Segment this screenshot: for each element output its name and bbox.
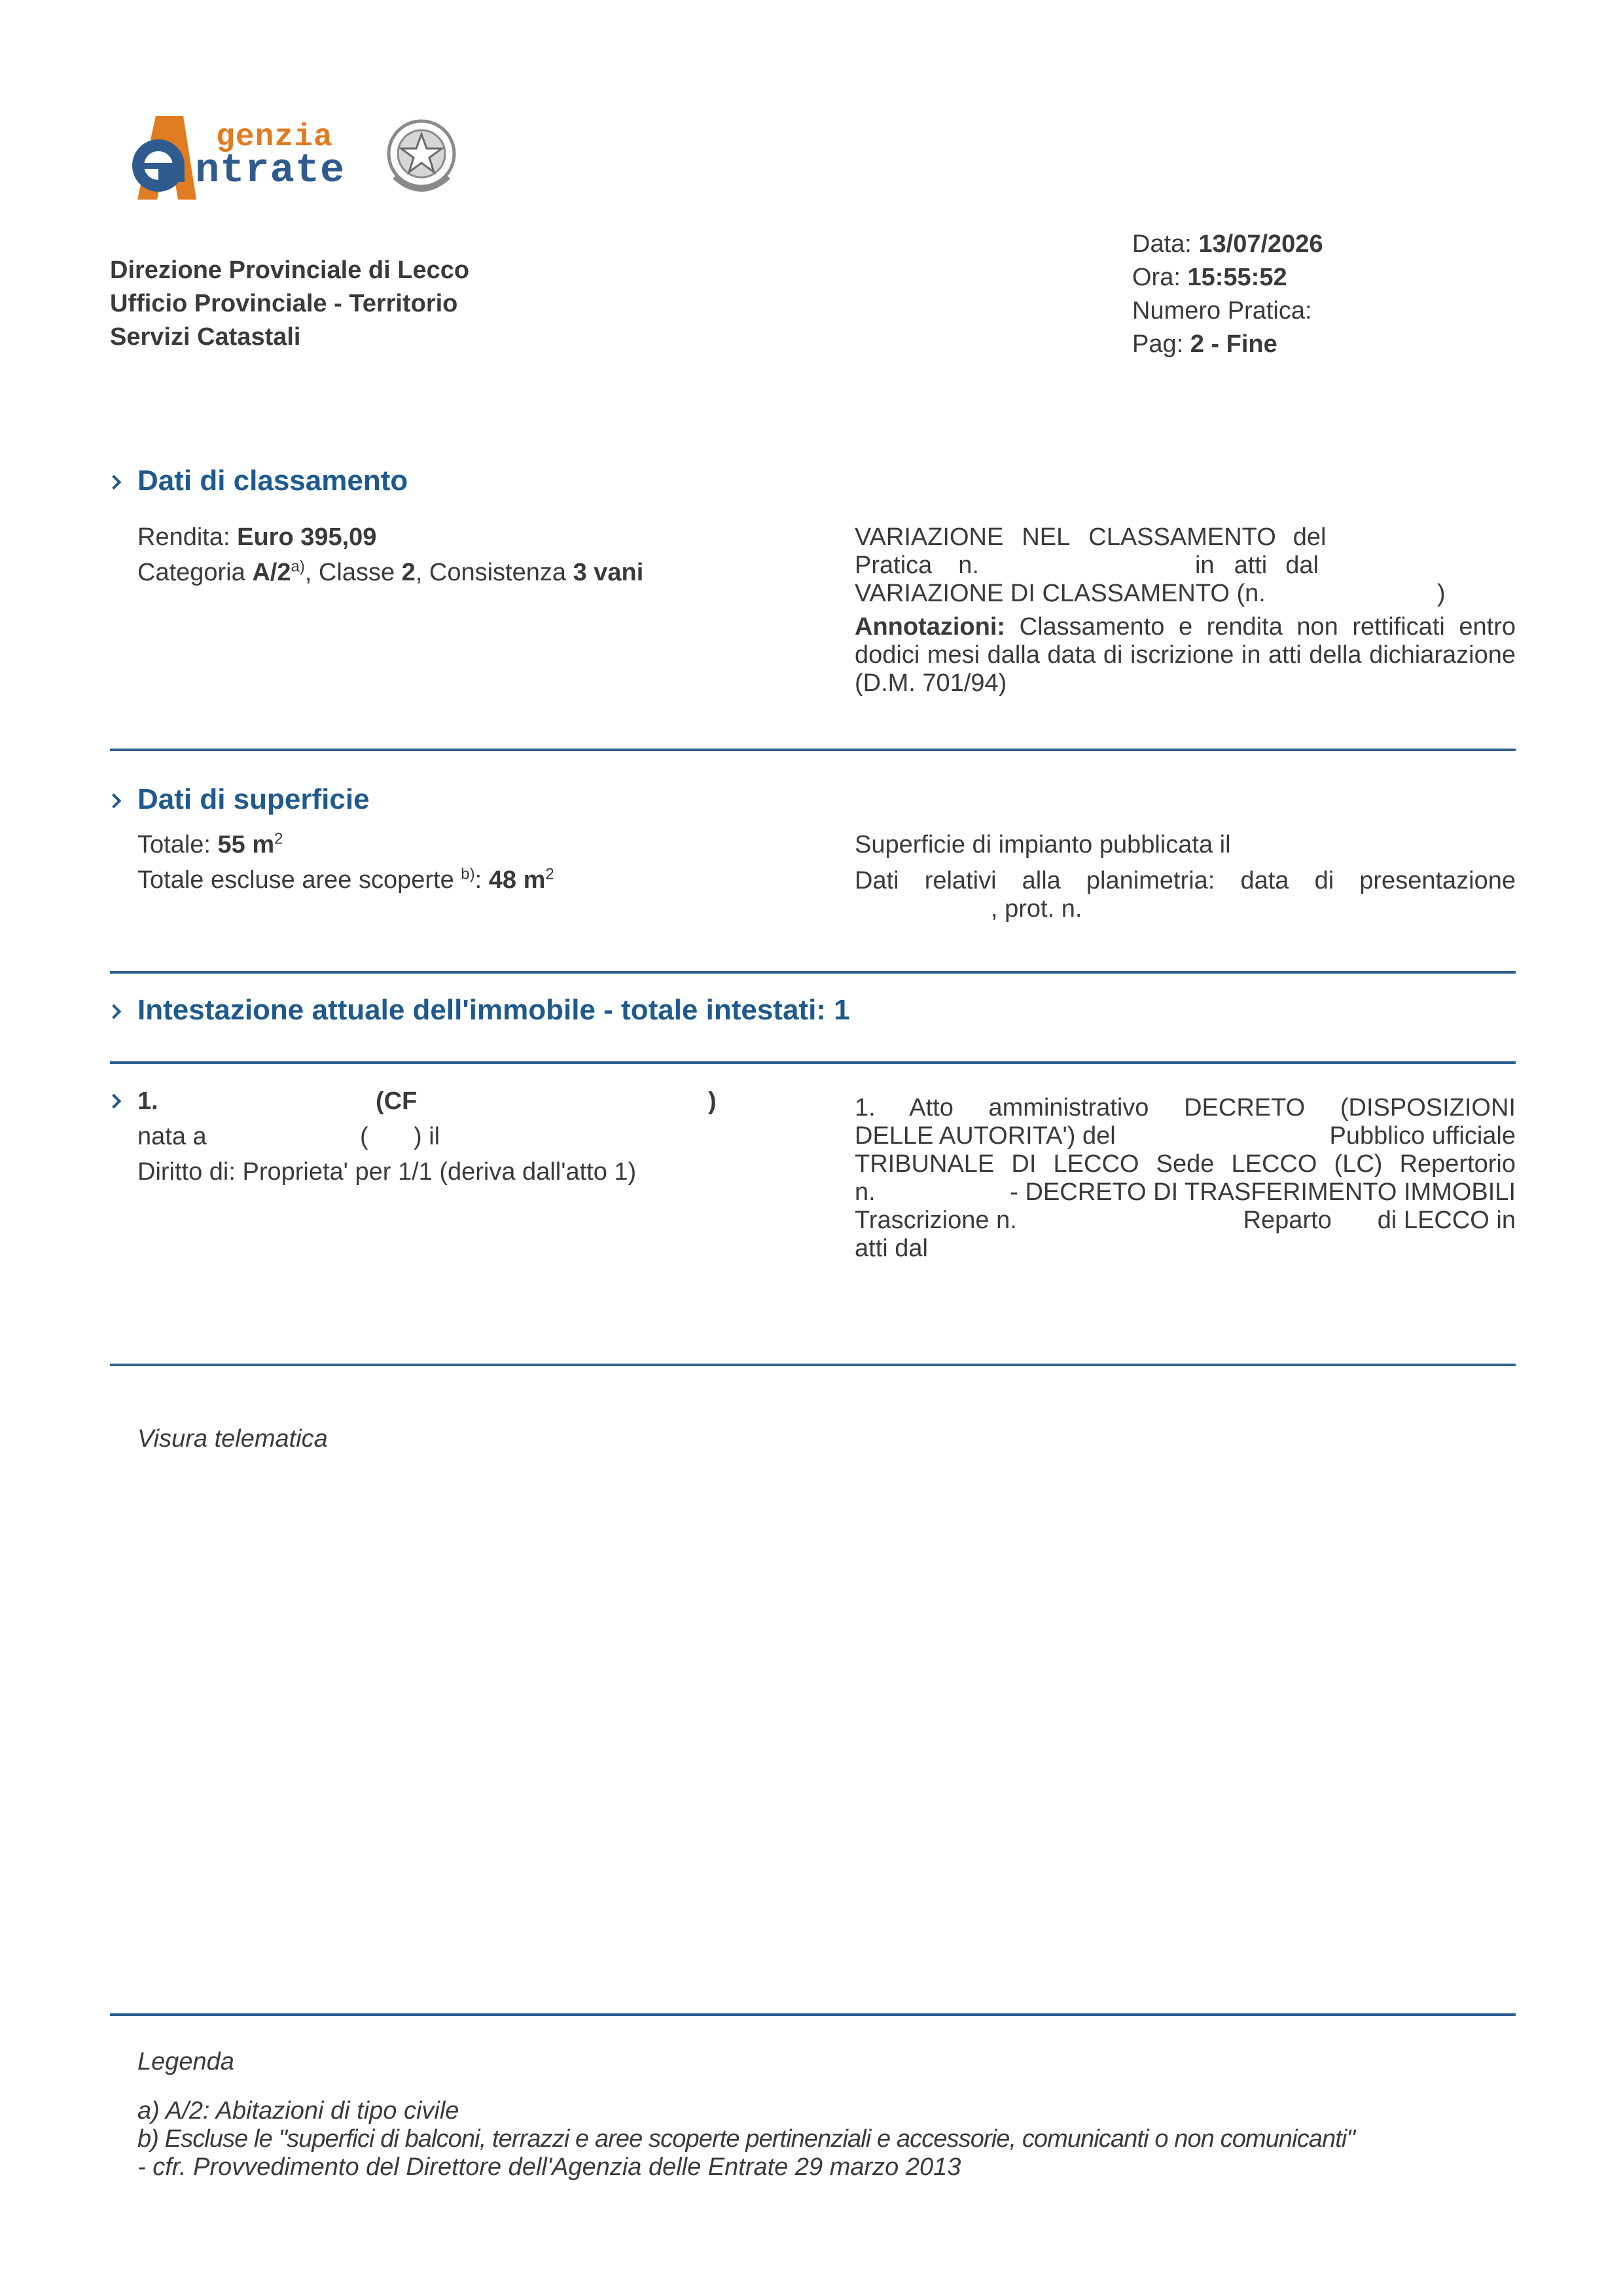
chevron-right-icon [107,1094,122,1109]
pag-row: Pag: 2 - Fine [1132,330,1277,358]
impianto-line: Superficie di impianto pubblicata il [855,831,1231,858]
logo-top-word: genzia [216,120,333,155]
variazione-line-3: VARIAZIONE DI CLASSAMENTO (n. ) [855,580,1446,607]
visura-label: Visura telematica [137,1425,328,1453]
section-divider [110,2013,1516,2016]
totale-line: Totale: 55 $m^2$ [137,830,283,858]
annotazioni-paragraph [855,613,1516,698]
italian-republic-emblem-icon [385,117,458,197]
section-title-intestazione: Intestazione attuale dell'immobile - totale intestati: 1 [137,994,850,1026]
section-divider [110,749,1516,751]
nata-a-label: nata a [137,1123,207,1150]
variazione-line-2: Pratica n. in atti dal [855,552,1319,579]
atto-line-2: DELLE AUTORITA') del Pubblico ufficiale [855,1122,1516,1150]
legenda-title: Legenda [137,2048,234,2075]
planimetria-block [855,867,1516,923]
planimetria-line: Dati relativi alla planimetria: data di presentazione [855,867,1516,894]
categoria-line: Categoria A/2$^{a)}$, Classe 2, Consistenza 3 vani [137,557,644,586]
pag-value: 2 - Fine [1190,330,1277,358]
consistenza-value: 3 vani [573,559,644,586]
office-line-3: Servizi Catastali [110,323,301,351]
numero-pratica-row: Numero Pratica: [1132,297,1312,325]
atto-line-3: TRIBUNALE DI LECCO Sede LECCO (LC) Repertorio [855,1150,1516,1178]
legenda-item-b: b) Escluse le "superfici di balconi, terrazzi e aree scoperte pertinenziali e accessorie, comunicanti o non comunicanti" [137,2125,1355,2153]
office-line-2: Ufficio Provinciale - Territorio [110,290,458,317]
atto-line-6: atti dal [855,1235,928,1262]
prot-line: , prot. n. [991,895,1082,923]
annotazioni-text: Classamento e rendita non rettificati entro dodici mesi dalla data di iscrizione in atti della dichiarazione (D.M. 701/94) [855,613,1516,697]
cf-close: ) [708,1087,717,1115]
logo-a-mark-icon [118,108,203,206]
legenda-item-a: a) A/2: Abitazioni di tipo civile [137,2097,459,2125]
section-title-superficie: Dati di superficie [137,783,370,815]
data-value: 13/07/2026 [1198,230,1323,258]
chevron-right-icon [107,1004,122,1019]
owner-number: 1. [137,1087,158,1115]
office-block [110,254,469,354]
chevron-right-icon [107,475,122,490]
variazione-block [855,523,1516,698]
rendita-value: Euro 395,09 [237,523,377,551]
document-meta [1132,228,1323,361]
escluse-note: b) [461,865,475,883]
legenda-item-c: - cfr. Provvedimento del Direttore dell'Agenzia delle Entrate 29 marzo 2013 [137,2153,961,2181]
atto-block [855,1094,1516,1263]
atto-line-5: Trascrizione n. Reparto di LECCO in [855,1207,1516,1234]
diritto-line: Diritto di: Proprieta' per 1/1 (deriva dall'atto 1) [137,1158,637,1186]
section-divider [110,1364,1516,1366]
data-row: Data: 13/07/2026 [1132,230,1323,258]
legenda-block [137,2097,1355,2181]
ora-row: Ora: 15:55:52 [1132,264,1287,291]
agenzia-entrate-logo [118,108,465,206]
categoria-value: A/2 [252,559,291,586]
totale-value: 55 m [217,831,275,858]
escluse-value: 48 m [488,866,546,894]
cf-open: (CF [376,1087,418,1115]
section-divider [110,1061,1516,1064]
atto-line-4: n. - DECRETO DI TRASFERIMENTO IMMOBILI [855,1178,1516,1206]
classe-value: 2 [401,559,416,586]
chevron-right-icon [107,794,122,809]
province-open: ( [360,1123,368,1150]
logo-bottom-word: ntrate [195,147,346,194]
province-close: ) il [414,1123,440,1150]
rendita-line: Rendita: Euro 395,09 [137,523,377,551]
section-divider [110,971,1516,974]
section-title-classamento: Dati di classamento [137,465,408,497]
office-line-1: Direzione Provinciale di Lecco [110,256,470,284]
totale-escluse-line: Totale escluse aree scoperte $^{b)}$: 48 $m^2$ [137,865,554,894]
categoria-note: a) [291,557,305,576]
ora-value: 15:55:52 [1187,264,1287,291]
atto-line-1: 1. Atto amministrativo DECRETO (DISPOSIZIONI [855,1094,1516,1122]
variazione-line-1: VARIAZIONE NEL CLASSAMENTO del [855,523,1327,551]
annotazioni-label: Annotazioni: [855,613,1006,641]
